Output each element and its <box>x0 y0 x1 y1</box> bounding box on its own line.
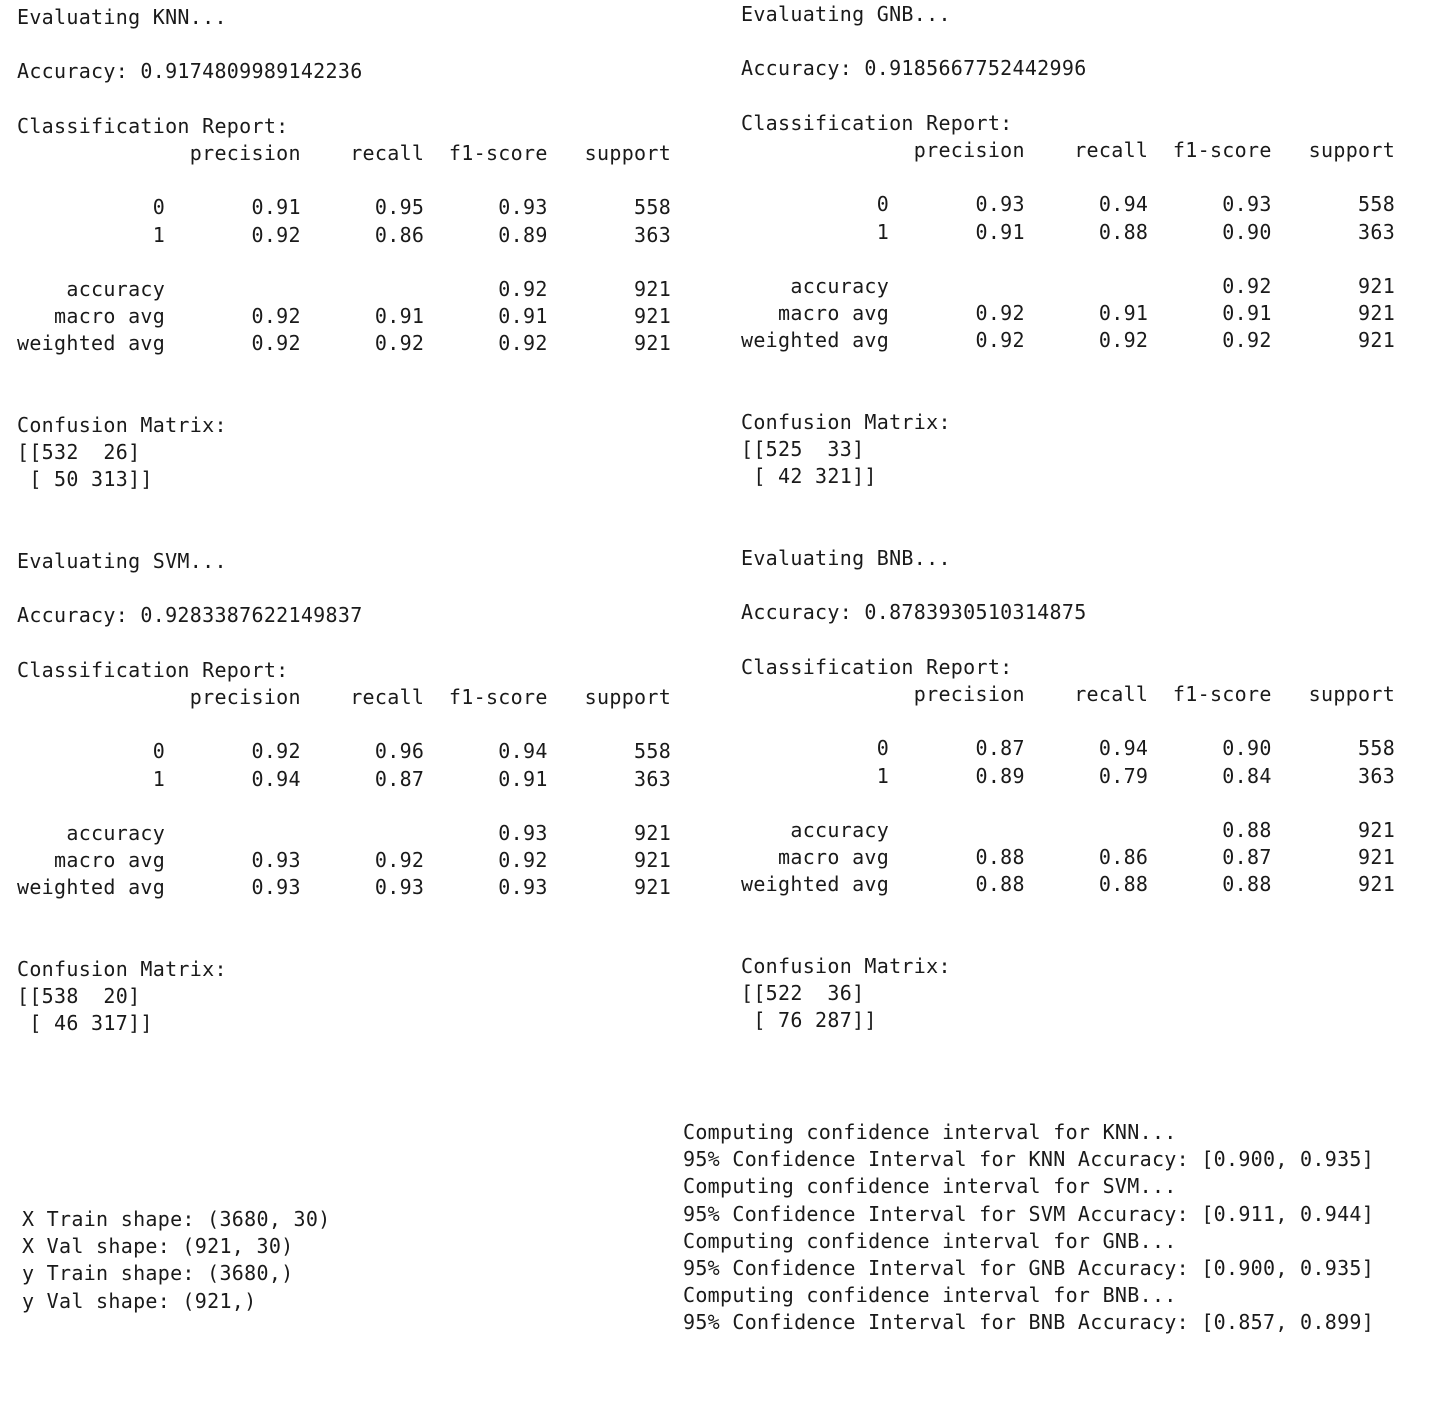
gnb-accuracy: Accuracy: 0.9185667752442996 <box>741 56 1087 81</box>
bnb-confusion-title: Confusion Matrix: <box>741 954 951 979</box>
ci-computing-line: Computing confidence interval for GNB... <box>683 1228 1177 1253</box>
bnb-report-title: Classification Report: <box>741 654 1013 679</box>
knn-accuracy: Accuracy: 0.9174809989142236 <box>17 59 363 84</box>
svm-classification-report: precision recall f1-score support 0 0.92 0.96 0.94 558 1 0.94 0.87 0.91 363 accuracy 0.93 921 macro avg 0.93 0.92 0.92 921 weighted avg 0.93 0.93 0.93 921 <box>17 685 672 900</box>
ci-computing-line: Computing confidence interval for SVM... <box>683 1174 1177 1199</box>
data-shapes-output <box>22 1206 331 1315</box>
bnb-confusion-matrix: [[522 36] [ 76 287]] <box>741 981 877 1033</box>
svm-report-title: Classification Report: <box>17 657 289 682</box>
svm-confusion-matrix: [[538 20] [ 46 317]] <box>17 984 153 1036</box>
ci-result-line: 95% Confidence Interval for BNB Accuracy: [0.857, 0.899] <box>683 1310 1375 1335</box>
bnb-evaluation-output <box>741 545 1395 1035</box>
gnb-confusion-matrix: [[525 33] [ 42 321]] <box>741 437 877 489</box>
gnb-confusion-title: Confusion Matrix: <box>741 410 951 435</box>
x-train-shape: X Train shape: (3680, 30) <box>22 1207 331 1231</box>
knn-confusion-title: Confusion Matrix: <box>17 413 227 438</box>
ci-computing-line: Computing confidence interval for BNB... <box>683 1283 1177 1308</box>
ci-computing-line: Computing confidence interval for KNN... <box>683 1120 1177 1144</box>
x-val-shape: X Val shape: (921, 30) <box>22 1234 294 1259</box>
gnb-header: Evaluating GNB... <box>741 2 951 26</box>
ci-result-line: 95% Confidence Interval for SVM Accuracy: [0.911, 0.944] <box>683 1201 1375 1226</box>
bnb-accuracy: Accuracy: 0.8783930510314875 <box>741 600 1087 625</box>
knn-evaluation-output <box>17 4 671 494</box>
ci-result-line: 95% Confidence Interval for GNB Accuracy: [0.900, 0.935] <box>683 1256 1375 1281</box>
svm-confusion-title: Confusion Matrix: <box>17 957 227 982</box>
bnb-classification-report: precision recall f1-score support 0 0.87 0.94 0.90 558 1 0.89 0.79 0.84 363 accuracy 0.88 921 macro avg 0.88 0.86 0.87 921 weighted avg 0.88 0.88 0.88 921 <box>741 682 1396 897</box>
y-train-shape: y Train shape: (3680,) <box>22 1261 294 1286</box>
gnb-report-title: Classification Report: <box>741 110 1013 135</box>
knn-confusion-matrix: [[532 26] [ 50 313]] <box>17 440 153 492</box>
knn-report-title: Classification Report: <box>17 113 289 138</box>
gnb-classification-report: precision recall f1-score support 0 0.93 0.94 0.93 558 1 0.91 0.88 0.90 363 accuracy 0.92 921 macro avg 0.92 0.91 0.91 921 weighted avg 0.92 0.92 0.92 921 <box>741 138 1396 353</box>
ci-result-line: 95% Confidence Interval for KNN Accuracy: [0.900, 0.935] <box>683 1147 1375 1172</box>
svm-accuracy: Accuracy: 0.9283387622149837 <box>17 603 363 628</box>
knn-classification-report: precision recall f1-score support 0 0.91 0.95 0.93 558 1 0.92 0.86 0.89 363 accuracy 0.92 921 macro avg 0.92 0.91 0.91 921 weighted avg 0.92 0.92 0.92 921 <box>17 141 672 356</box>
gnb-evaluation-output <box>741 1 1395 491</box>
knn-header: Evaluating KNN... <box>17 5 227 29</box>
confidence-interval-output <box>683 1119 1374 1337</box>
svm-header: Evaluating SVM... <box>17 549 227 573</box>
bnb-header: Evaluating BNB... <box>741 546 951 570</box>
svm-evaluation-output <box>17 548 671 1038</box>
y-val-shape: y Val shape: (921,) <box>22 1288 257 1313</box>
